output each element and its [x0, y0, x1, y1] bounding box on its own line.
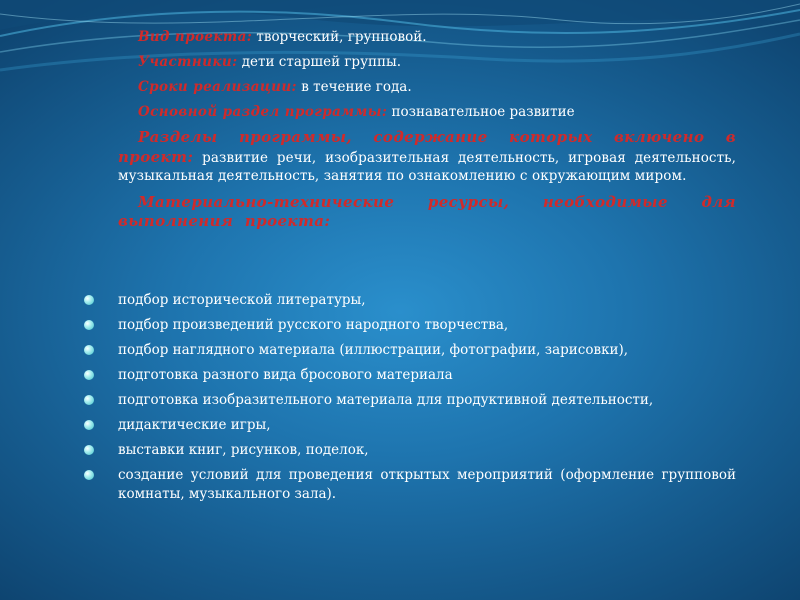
bullet-icon — [84, 345, 94, 355]
timeline-label: Сроки реализации: — [138, 79, 297, 95]
bullet-icon — [84, 320, 94, 330]
bullet-icon — [84, 295, 94, 305]
project-type-label: Вид проекта: — [138, 29, 253, 45]
program-sections-text: развитие речи, изобразительная деятельность, игровая деятельность, музыкальная деятельность, занятия по ознакомлению с окружающим миром. — [118, 149, 736, 184]
list-item: подбор наглядного материала (иллюстрации, фотографии, зарисовки), — [84, 341, 736, 360]
content-block — [118, 28, 736, 239]
program-sections-paragraph — [118, 128, 736, 186]
resources-paragraph — [118, 193, 736, 232]
bullet-icon — [84, 420, 94, 430]
bullet-icon — [84, 445, 94, 455]
list-item: создание условий для проведения открытых мероприятий (оформление групповой комнаты, музыкального зала). — [84, 466, 736, 503]
timeline-value: в течение года. — [296, 79, 412, 95]
main-section-value: познавательное развитие — [387, 104, 575, 120]
list-item: выставки книг, рисунков, поделок, — [84, 441, 736, 460]
list-item: подготовка изобразительного материала для продуктивной деятельности, — [84, 391, 736, 410]
resources-list — [84, 291, 736, 510]
list-item: дидактические игры, — [84, 416, 736, 435]
resources-label: Материально-технические ресурсы, необходимые для выполнения проекта: — [118, 192, 736, 230]
timeline-line — [118, 78, 736, 96]
participants-value: дети старшей группы. — [237, 54, 402, 70]
list-item: подбор исторической литературы, — [84, 291, 736, 310]
project-type-line — [118, 28, 736, 46]
main-section-label: Основной раздел программы: — [138, 104, 388, 120]
bullet-icon — [84, 370, 94, 380]
bullet-icon — [84, 395, 94, 405]
participants-line — [118, 53, 736, 71]
main-section-line — [118, 103, 736, 121]
program-sections-label: Разделы программы, содержание которых включено в проект: — [118, 128, 736, 166]
bullet-icon — [84, 470, 94, 480]
list-item: подбор произведений русского народного творчества, — [84, 316, 736, 335]
list-item: подготовка разного вида бросового материала — [84, 366, 736, 385]
participants-label: Участники: — [138, 54, 238, 70]
project-type-value: творческий, групповой. — [252, 29, 427, 45]
